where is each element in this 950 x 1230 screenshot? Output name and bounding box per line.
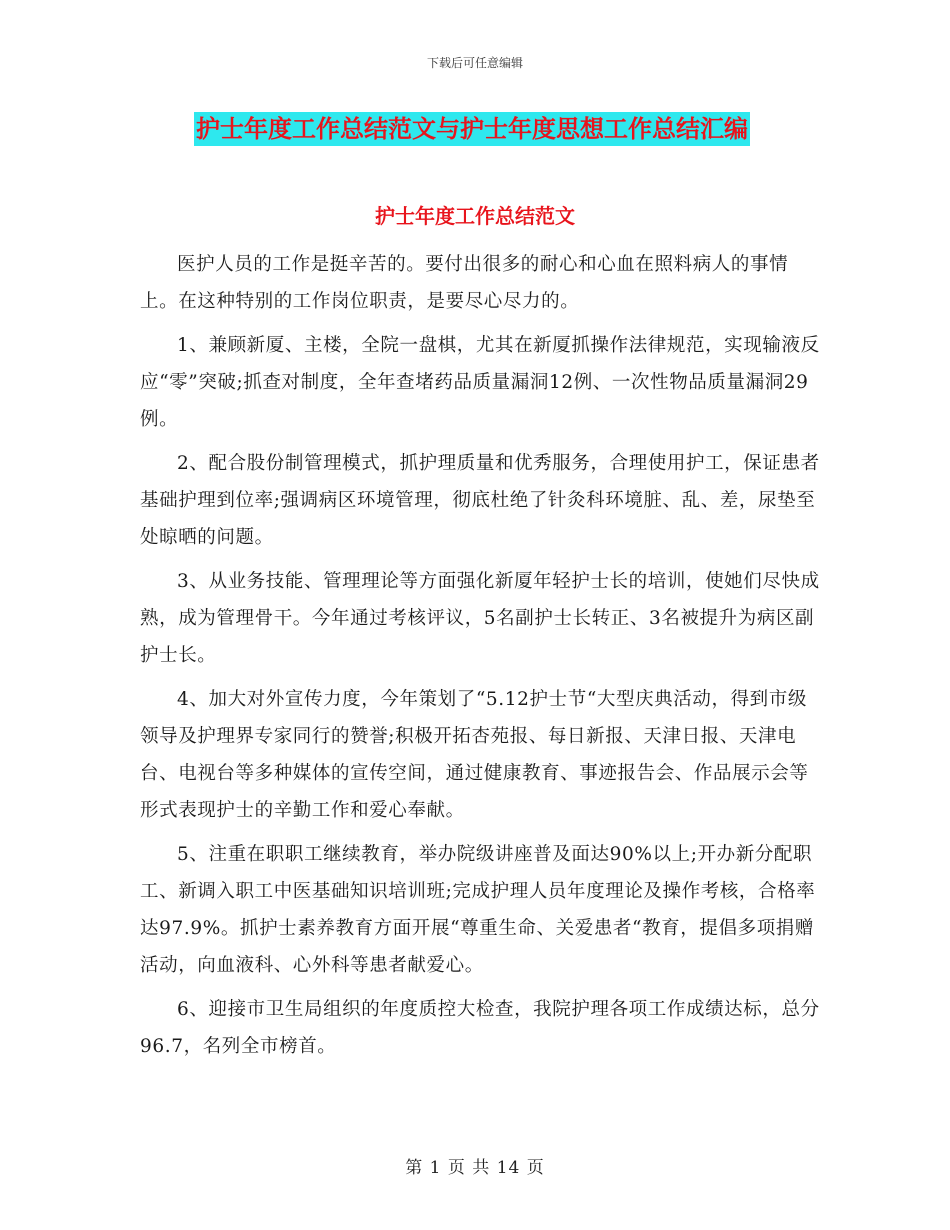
paragraph-item-2: 2、配合股份制管理模式，抓护理质量和优秀服务，合理使用护工，保证患者基础护理到位率;强调病区环境管理，彻底杜绝了针灸科环境脏、乱、差，尿垫至处晾晒的问题。 bbox=[140, 453, 820, 548]
paragraph-item-4: 4、加大对外宣传力度，今年策划了“5.12护士节“大型庆典活动，得到市级领导及护理界专家同行的赞誉;积极开拓杏苑报、每日新报、天津日报、天津电台、电视台等多种媒体的宣传空间，通过健康教育、事迹报告会、作品展示会等形式表现护士的辛勤工作和爱心奉献。 bbox=[140, 689, 809, 821]
paragraph-item-5: 5、注重在职职工继续教育，举办院级讲座普及面达90%以上;开办新分配职工、新调入职工中医基础知识培训班;完成护理人员年度理论及操作考核，合格率达97.9%。抓护士素养教育方面开展“尊重生命、关爱患者“教育，提倡多项捐赠活动，向血液科、心外科等患者献爱心。 bbox=[140, 844, 816, 976]
body-text bbox=[140, 246, 820, 1072]
paragraph-item-3: 3、从业务技能、管理理论等方面强化新厦年轻护士长的培训，使她们尽快成熟，成为管理骨干。今年通过考核评议，5名副护士长转正、3名被提升为病区副护士长。 bbox=[140, 571, 820, 666]
section-title: 护士年度工作总结范文 bbox=[375, 204, 575, 228]
paragraph-intro: 医护人员的工作是挺辛苦的。要付出很多的耐心和心血在照料病人的事情上。在这种特别的工作岗位职责，是要尽心尽力的。 bbox=[140, 254, 789, 312]
paragraph-item-6: 6、迎接市卫生局组织的年度质控大检查，我院护理各项工作成绩达标，总分96.7，名列全市榜首。 bbox=[140, 999, 820, 1057]
header-note: 下载后可任意编辑 bbox=[426, 56, 523, 70]
paragraph-item-1: 1、兼顾新厦、主楼，全院一盘棋，尤其在新厦抓操作法律规范，实现输液反应“零”突破;抓查对制度，全年查堵药品质量漏洞12例、一次性物品质量漏洞29例。 bbox=[140, 335, 820, 430]
page-number-footer: 第 1 页 共 14 页 bbox=[405, 1158, 545, 1178]
document-title: 护士年度工作总结范文与护士年度思想工作总结汇编 bbox=[194, 112, 750, 146]
